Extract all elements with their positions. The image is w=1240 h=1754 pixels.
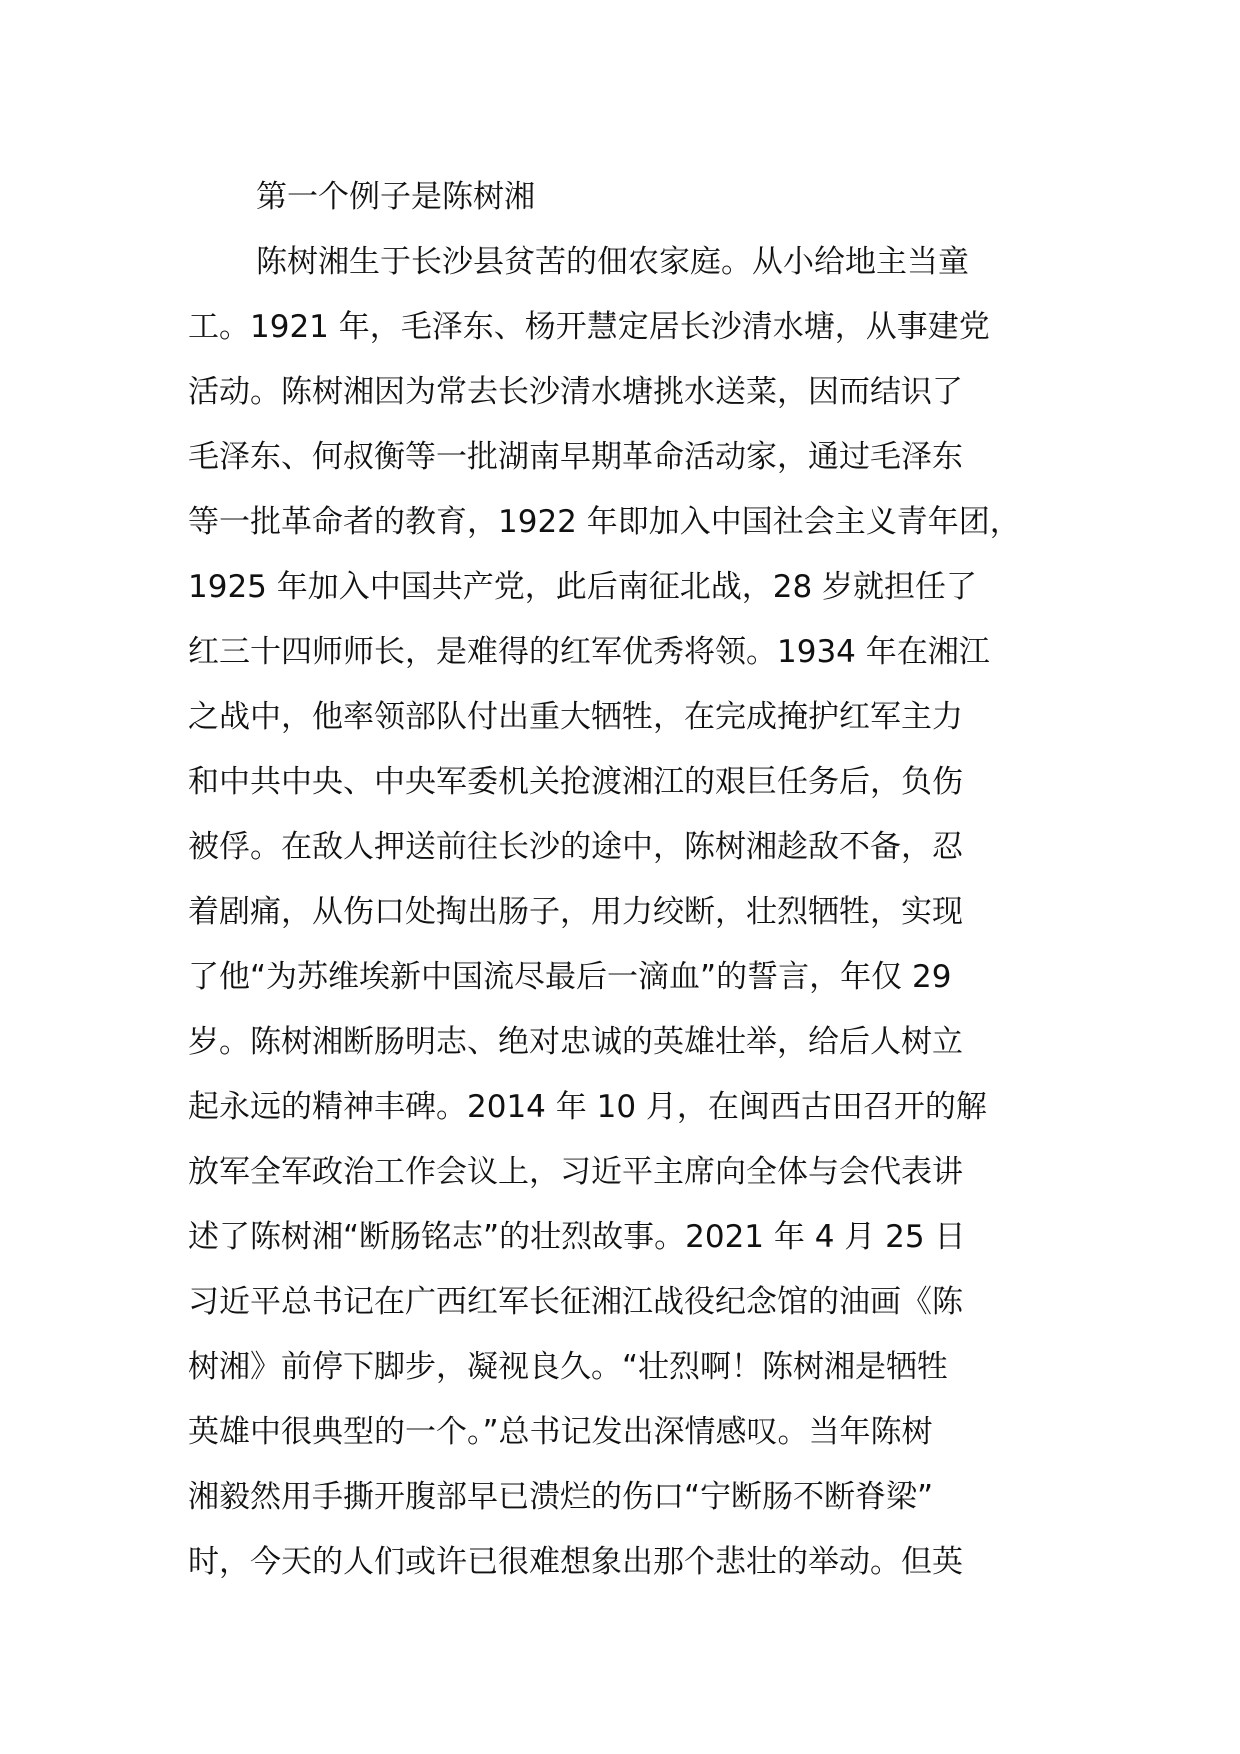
paragraph-line: 湘毅然用手撕开腹部早已溃烂的伤口“宁断肠不断脊梁” bbox=[188, 1479, 934, 1515]
paragraph-line: 习近平总书记在广西红军长征湘江战役纪念馆的油画《陈 bbox=[188, 1284, 963, 1320]
paragraph-line: 树湘》前停下脚步，凝视良久。“壮烈啊！陈树湘是牺牲 bbox=[188, 1349, 949, 1385]
paragraph-line: 被俘。在敌人押送前往长沙的途中，陈树湘趁敌不备，忍 bbox=[188, 829, 963, 865]
paragraph-line: 岁。陈树湘断肠明志、绝对忠诚的英雄壮举，给后人树立 bbox=[188, 1024, 963, 1060]
paragraph-line: 工。1921 年，毛泽东、杨开慧定居长沙清水塘，从事建党 bbox=[188, 309, 990, 345]
paragraph-line: 述了陈树湘“断肠铭志”的壮烈故事。2021 年 4 月 25 日 bbox=[188, 1219, 966, 1255]
section-heading: 第一个例子是陈树湘 bbox=[256, 179, 535, 215]
paragraph-line: 放军全军政治工作会议上，习近平主席向全体与会代表讲 bbox=[188, 1154, 963, 1190]
paragraph-line: 着剧痛，从伤口处掏出肠子，用力绞断，壮烈牺牲，实现 bbox=[188, 894, 963, 930]
paragraph-line: 时，今天的人们或许已很难想象出那个悲壮的举动。但英 bbox=[188, 1544, 963, 1580]
paragraph-line: 活动。陈树湘因为常去长沙清水塘挑水送菜，因而结识了 bbox=[188, 374, 963, 410]
paragraph-line: 红三十四师师长，是难得的红军优秀将领。1934 年在湘江 bbox=[188, 634, 990, 670]
paragraph-line: 之战中，他率领部队付出重大牺牲，在完成掩护红军主力 bbox=[188, 699, 963, 735]
document-body bbox=[188, 165, 1068, 1595]
paragraph-line: 等一批革命者的教育，1922 年即加入中国社会主义青年团， bbox=[188, 504, 1021, 540]
paragraph-line: 英雄中很典型的一个。”总书记发出深情感叹。当年陈树 bbox=[188, 1414, 933, 1450]
paragraph-line: 和中共中央、中央军委机关抢渡湘江的艰巨任务后，负伤 bbox=[188, 764, 963, 800]
paragraph-line: 1925 年加入中国共产党，此后南征北战，28 岁就担任了 bbox=[188, 569, 978, 605]
paragraph-line: 起永远的精神丰碑。2014 年 10 月，在闽西古田召开的解 bbox=[188, 1089, 987, 1125]
paragraph-line: 毛泽东、何叔衡等一批湖南早期革命活动家，通过毛泽东 bbox=[188, 439, 963, 475]
paragraph-line: 了他“为苏维埃新中国流尽最后一滴血”的誓言，年仅 29 bbox=[188, 959, 952, 995]
paragraph-line: 陈树湘生于长沙县贫苦的佃农家庭。从小给地主当童 bbox=[256, 244, 969, 280]
